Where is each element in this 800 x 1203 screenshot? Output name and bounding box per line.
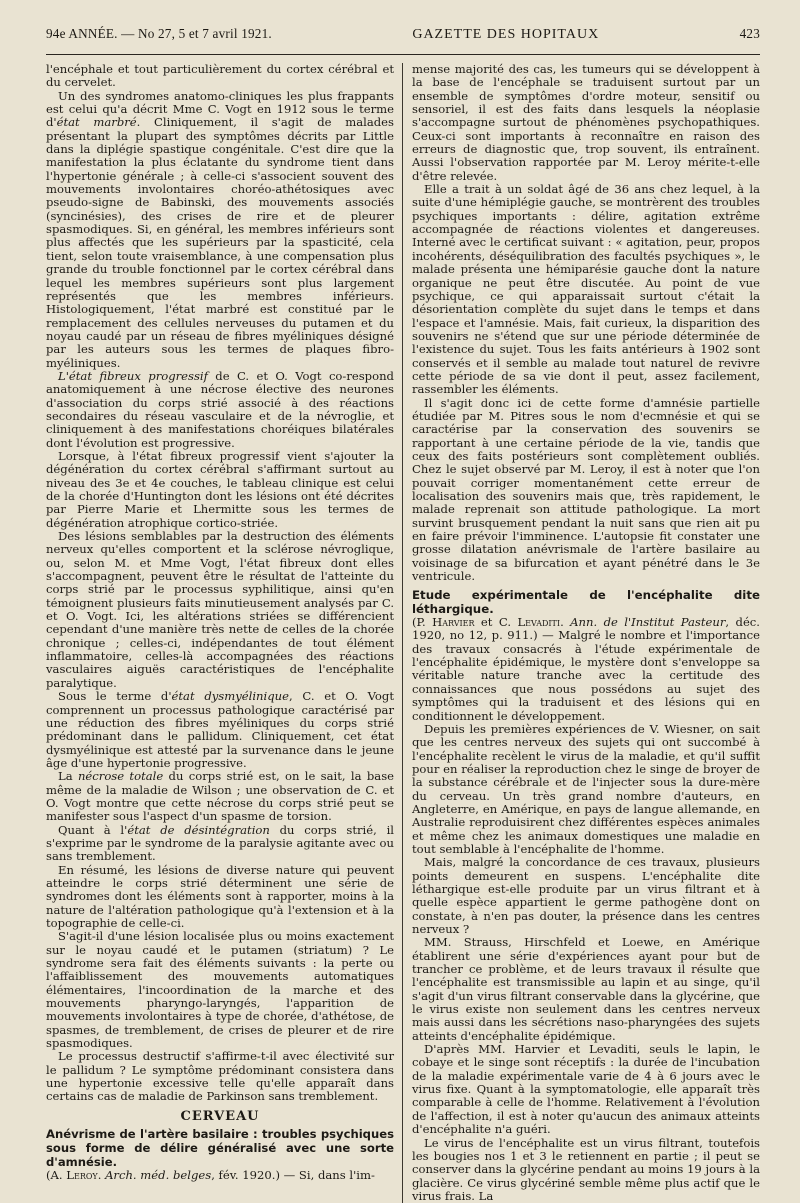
paragraph: Lorsque, à l'état fibreux progressif vient s'ajouter la dégénération du cortex cérébral s'affirmant surtout au niveau des 3e et 4e couches, le tableau clinique est celui de la chorée d'Huntington dont les lésions ont été décrites par Pierre Marie et Lhermitte sous les termes de dégénération atrophique cortico-striée. [46, 450, 394, 530]
publication-title: GAZETTE DES HOPITAUX [412, 27, 599, 43]
paragraph: l'encéphale et tout particulièrement du cortex cérébral et du cervelet. [46, 63, 394, 90]
paragraph: Le processus destructif s'affirme-t-il avec électivité sur le pallidum ? Le symptôme prédominant consistera dans une hypertonie excessive telle qu'elle apparaît dans certains cas de maladie de Parkinson sans tremblement. [46, 1050, 394, 1103]
article-citation: (A. Leroy. Arch. méd. belges, fév. 1920.) — Si, dans l'im- [46, 1169, 394, 1182]
paragraph: Mais, malgré la concordance de ces travaux, plusieurs points demeurent en suspens. L'encéphalite dite léthargique est-elle produite par un virus filtrant et à quelle espèce appartient le germe pathogène dont on constate, à n'en pas douter, la présence dans les centres nerveux ? [412, 856, 760, 936]
paragraph: S'agit-il d'une lésion localisée plus ou moins exactement sur le noyau caudé et le putamen (striatum) ? Le syndrome sera fait des éléments suivants : la perte ou l'affaiblissement des mouvements automatiques élémentaires, l'incoordination de la marche et des mouvements pharyngo-laryngés, l'apparition de mouvements involontaires à type de chorée, d'athétose, de spasmes, de tremblement, de crises de pleurer et de rire spasmodiques. [46, 930, 394, 1050]
article-title: Etude expérimentale de l'encéphalite dite léthargique. [412, 588, 760, 615]
running-header [46, 26, 760, 55]
article-title: Anévrisme de l'artère basilaire : troubles psychiques sous forme de délire généralisé avec une sorte d'amnésie. [46, 1127, 394, 1169]
paragraph: Un des syndromes anatomo-cliniques les plus frappants est celui qu'a décrit Mme C. Vogt en 1912 sous le terme d'état marbré. Cliniquement, il s'agit de malades présentant la plupart des symptômes décrits par Little dans la diplégie spastique congénitale. C'est dire que la manifestation la plus éclatante du syndrome tient dans l'hypertonie générale ; à celle-ci s'associent souvent des mouvements involontaires choréo-athétosiques avec pseudo-signe de Babinski, des mouvements associés (syncinésies), des crises de rire et de pleurer spasmodiques. Si, en général, les membres inférieurs sont plus affectés que les supérieurs par la spasticité, cela tient, selon toute vraisemblance, à une compensation plus grande du trouble fonctionnel par le cortex cérébral dans lequel les membres supérieurs sont plus largement représentés que les membres inférieurs. Histologiquement, l'état marbré est constitué par le remplacement des cellules nerveuses du putamen et du noyau caudé par un réseau de fibres myéliniques désigné par les auteurs sous les termes de plaques fibro-myéliniques. [46, 90, 394, 370]
paragraph: MM. Strauss, Hirschfeld et Loewe, en Amérique établirent une série d'expériences ayant pour but de trancher ce problème, et de leurs travaux il résulte que l'encéphalite est transmissible au lapin et au singe, qu'il s'agit d'un virus filtrant conservable dans la glycérine, que le virus existe non seulement dans les centres nerveux mais aussi dans les sécrétions naso-pharyngées des sujets atteints d'encéphalite épidémique. [412, 936, 760, 1043]
paragraph: Sous le terme d'état dysmyélinique, C. et O. Vogt comprennent un processus pathologique caractérisé par une réduction des fibres myéliniques du corps strié prédominant dans le pallidum. Cliniquement, cet état dysmyélinique est attesté par la survenance dans le jeune âge d'une hypertonie progressive. [46, 690, 394, 770]
issue-info: 94e ANNÉE. — No 27, 5 et 7 avril 1921. [46, 26, 272, 42]
page-number: 423 [740, 26, 760, 42]
paragraph: En résumé, les lésions de diverse nature qui peuvent atteindre le corps strié déterminent une série de syndromes dont les éléments sont à rapporter, moins à la nature de l'altération pathologique qu'à l'extension et à la topographie de celle-ci. [46, 864, 394, 931]
paragraph: Des lésions semblables par la destruction des éléments nerveux qu'elles comportent et la sclérose névroglique, ou, selon M. et Mme Vogt, l'état fibreux dont elles s'accompagnent, peuvent être le résultat de l'atteinte du corps strié par le processus syphilitique, ainsi qu'en témoignent plusieurs faits minutieusement analysés par C. et O. Vogt. Ici, les altérations striées se différencient cependant d'une manière très nette de celles de la chorée chronique ; celles-ci, indépendantes de tout élément inflammatoire, celles-là accompagnées des réactions vasculaires aiguës caractéristiques de l'encéphalite paralytique. [46, 530, 394, 690]
article-block: Etude expérimentale de l'encéphalite dite léthargique. (P. Harvier et C. Levaditi. Ann. de l'Institut Pasteur, déc. 1920, no 12, p. 911.) — Malgré le nombre et l'importance des travaux consacrés à l'étude expérimentale de l'encéphalite épidémique, le mystère dont s'enveloppe sa véritable nature tranche avec la certitude des connaissances que nous possédons au sujet des symptômes qui la traduisent et des lésions qui en conditionnent le développement. [412, 589, 760, 722]
right-column [403, 63, 760, 1203]
paragraph: Elle a trait à un soldat âgé de 36 ans chez lequel, à la suite d'une hémiplégie gauche, se montrèrent des troubles psychiques importants : délire, agitation extrême accompagnée de réactions violentes et dangereuses. Interné avec le certificat suivant : « agitation, peur, propos incohérents, déséquilibration des facultés psychiques », le malade présenta une hémiparésie gauche dont la nature organique ne peut être discutée. Au point de vue psychique, ce qui apparaissait surtout c'était la désorientation complète du sujet dans le temps et dans l'espace et l'amnésie. Mais, fait curieux, la disparition des souvenirs ne s'étend que sur une période déterminée de l'existence du sujet. Tous les faits antérieurs à 1902 sont conservés et il semble au malade tout naturel de revivre cette période de sa vie dont il peut, assez facilement, rassembler les éléments. [412, 183, 760, 397]
paragraph: Quant à l'état de désintégration du corps strié, il s'exprime par le syndrome de la paralysie agitante avec ou sans tremblement. [46, 824, 394, 864]
paragraph: La nécrose totale du corps strié est, on le sait, la base même de la maladie de Wilson ; une observation de C. et O. Vogt montre que cette nécrose du corps strié peut se manifester sous l'aspect d'un spasme de torsion. [46, 770, 394, 823]
paragraph: D'après MM. Harvier et Levaditi, seuls le lapin, le cobaye et le singe sont réceptifs : la durée de l'incubation de la maladie expérimentale varie de 4 à 6 jours avec le virus fixe. Quant à la symptomatologie, elle apparaît très comparable à celle de l'homme. Relativement à l'évolution de l'affection, il est à noter qu'aucun des animaux atteints d'encéphalite n'a guéri. [412, 1043, 760, 1136]
paragraph: Le virus de l'encéphalite est un virus filtrant, toutefois les bougies nos 1 et 3 le retiennent en partie ; il peut se conserver dans la glycérine pendant au moins 19 jours à la glacière. Ce virus glycériné semble même plus actif que le virus frais. La [412, 1137, 760, 1203]
two-column-body [46, 63, 760, 1203]
left-column [46, 63, 403, 1203]
paragraph: Il s'agit donc ici de cette forme d'amnésie partielle étudiée par M. Pitres sous le nom d'ecmnésie et qui se caractérise par la conservation des souvenirs se rapportant à une certaine période de la vie, tandis que ceux des faits postérieurs sont complètement oubliés. Chez le sujet observé par M. Leroy, il est à noter que l'on pouvait corriger momentanément cette erreur de localisation des souvenirs mais que, très rapidement, le malade reprenait son attitude pathologique. La mort survint brusquement pendant la nuit sans que rien ait pu en faire prévoir l'imminence. L'autopsie fit constater une grosse dilatation anévrismale de l'artère basilaire au voisinage de sa bifurcation et ayant pénétré dans le 3e ventricule. [412, 397, 760, 584]
paragraph: L'état fibreux progressif de C. et O. Vogt co-respond anatomiquement à une nécrose élective des neurones d'association du corps strié associé à des réactions secondaires du réseau vasculaire et de la névroglie, et cliniquement à des manifestations choréiques bilatérales dont l'évolution est progressive. [46, 370, 394, 450]
paragraph: mense majorité des cas, les tumeurs qui se développent à la base de l'encéphale se traduisent surtout par un ensemble de symptômes d'ordre moteur, sensitif ou sensoriel, il est des faits dans lesquels la néoplasie s'accompagne surtout de phénomènes psychopathiques. Ceux-ci sont importants à reconnaître en raison des erreurs de diagnostic que, trop souvent, ils entraînent. Aussi l'observation rapportée par M. Leroy mérite-t-elle d'être relevée. [412, 63, 760, 183]
paragraph: Depuis les premières expériences de V. Wiesner, on sait que les centres nerveux des sujets qui ont succombé à l'encéphalite recèlent le virus de la maladie, et qu'il suffit pour en réaliser la reproduction chez le singe de broyer de la substance cérébrale et de l'injecter sous la dure-mère du cerveau. Un très grand nombre d'auteurs, en Angleterre, en Amérique, en pays de langue allemande, en Australie reproduisirent chez différentes espèces animales et même chez les animaux domestiques une maladie en tout semblable à l'encéphalite de l'homme. [412, 723, 760, 856]
section-heading: CERVEAU [46, 1110, 394, 1123]
